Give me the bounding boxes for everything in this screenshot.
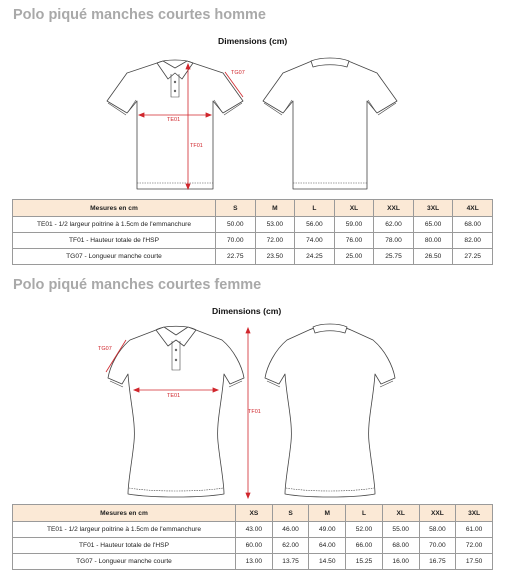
table-cell: 52.00 [346, 522, 383, 538]
women-dimensions-title: Dimensions (cm) [212, 306, 282, 316]
table-header-cell: M [255, 200, 295, 217]
table-row-label: TE01 - 1/2 largeur poitrine à 1.5cm de l'emmanchure [13, 522, 236, 538]
table-cell: 16.00 [382, 554, 419, 570]
table-cell: 70.00 [419, 538, 456, 554]
table-cell: 56.00 [295, 217, 335, 233]
women-tf-guide-label: TF01 [248, 409, 261, 415]
table-cell: 46.00 [272, 522, 309, 538]
table-cell: 27.25 [453, 249, 493, 265]
table-cell: 82.00 [453, 233, 493, 249]
table-cell: 53.00 [255, 217, 295, 233]
table-cell: 80.00 [413, 233, 453, 249]
table-row [13, 217, 493, 233]
table-cell: 16.75 [419, 554, 456, 570]
table-header-cell: XL [382, 505, 419, 522]
table-cell: 61.00 [456, 522, 493, 538]
table-header-cell: Mesures en cm [13, 505, 236, 522]
table-cell: 68.00 [382, 538, 419, 554]
table-cell: 62.00 [374, 217, 414, 233]
table-row [13, 554, 493, 570]
table-row-label: TG07 - Longueur manche courte [13, 554, 236, 570]
table-header-cell: S [272, 505, 309, 522]
table-cell: 15.25 [346, 554, 383, 570]
men-tf-guide-label: TF01 [190, 143, 203, 149]
table-row-label: TF01 - Hauteur totale de l'HSP [13, 233, 216, 249]
table-header-cell: M [309, 505, 346, 522]
men-polo-front-drawing [95, 57, 255, 195]
women-polo-front-drawing [90, 322, 265, 500]
table-row [13, 233, 493, 249]
women-size-table [12, 504, 493, 570]
men-table-header-row [13, 200, 493, 217]
table-cell: 14.50 [309, 554, 346, 570]
table-cell: 26.50 [413, 249, 453, 265]
table-cell: 62.00 [272, 538, 309, 554]
table-cell: 76.00 [334, 233, 374, 249]
women-tg-guide-label: TG07 [98, 346, 112, 352]
table-header-cell: S [216, 200, 256, 217]
women-polo-back-drawing [255, 322, 405, 500]
table-cell: 25.75 [374, 249, 414, 265]
table-header-cell: L [346, 505, 383, 522]
men-section-title: Polo piqué manches courtes homme [13, 7, 266, 23]
table-row [13, 249, 493, 265]
table-cell: 13.00 [236, 554, 273, 570]
table-row-label: TF01 - Hauteur totale de l'HSP [13, 538, 236, 554]
men-polo-back-drawing [255, 57, 405, 195]
table-cell: 50.00 [216, 217, 256, 233]
table-header-cell: XXL [419, 505, 456, 522]
women-section-title: Polo piqué manches courtes femme [13, 277, 262, 293]
table-cell: 49.00 [309, 522, 346, 538]
table-cell: 25.00 [334, 249, 374, 265]
table-cell: 78.00 [374, 233, 414, 249]
table-cell: 74.00 [295, 233, 335, 249]
table-cell: 72.00 [255, 233, 295, 249]
table-cell: 66.00 [346, 538, 383, 554]
table-cell: 55.00 [382, 522, 419, 538]
women-table-header-row [13, 505, 493, 522]
table-cell: 72.00 [456, 538, 493, 554]
table-header-cell: Mesures en cm [13, 200, 216, 217]
table-cell: 17.50 [456, 554, 493, 570]
table-cell: 68.00 [453, 217, 493, 233]
table-cell: 58.00 [419, 522, 456, 538]
table-row [13, 522, 493, 538]
table-row-label: TG07 - Longueur manche courte [13, 249, 216, 265]
table-header-cell: XL [334, 200, 374, 217]
men-size-table [12, 199, 493, 265]
table-row-label: TE01 - 1/2 largeur poitrine à 1.5cm de l'emmanchure [13, 217, 216, 233]
table-header-cell: XXL [374, 200, 414, 217]
table-cell: 60.00 [236, 538, 273, 554]
table-header-cell: L [295, 200, 335, 217]
table-cell: 59.00 [334, 217, 374, 233]
table-header-cell: XS [236, 505, 273, 522]
table-row [13, 538, 493, 554]
table-cell: 43.00 [236, 522, 273, 538]
table-cell: 23.50 [255, 249, 295, 265]
men-tg-guide-label: TG07 [231, 70, 245, 76]
men-te-guide-label: TE01 [167, 117, 181, 123]
table-cell: 70.00 [216, 233, 256, 249]
men-dimensions-title: Dimensions (cm) [218, 36, 288, 46]
women-te-guide-label: TE01 [167, 393, 181, 399]
table-header-cell: 3XL [413, 200, 453, 217]
table-cell: 65.00 [413, 217, 453, 233]
table-cell: 24.25 [295, 249, 335, 265]
table-header-cell: 3XL [456, 505, 493, 522]
table-header-cell: 4XL [453, 200, 493, 217]
table-cell: 22.75 [216, 249, 256, 265]
table-cell: 13.75 [272, 554, 309, 570]
table-cell: 64.00 [309, 538, 346, 554]
